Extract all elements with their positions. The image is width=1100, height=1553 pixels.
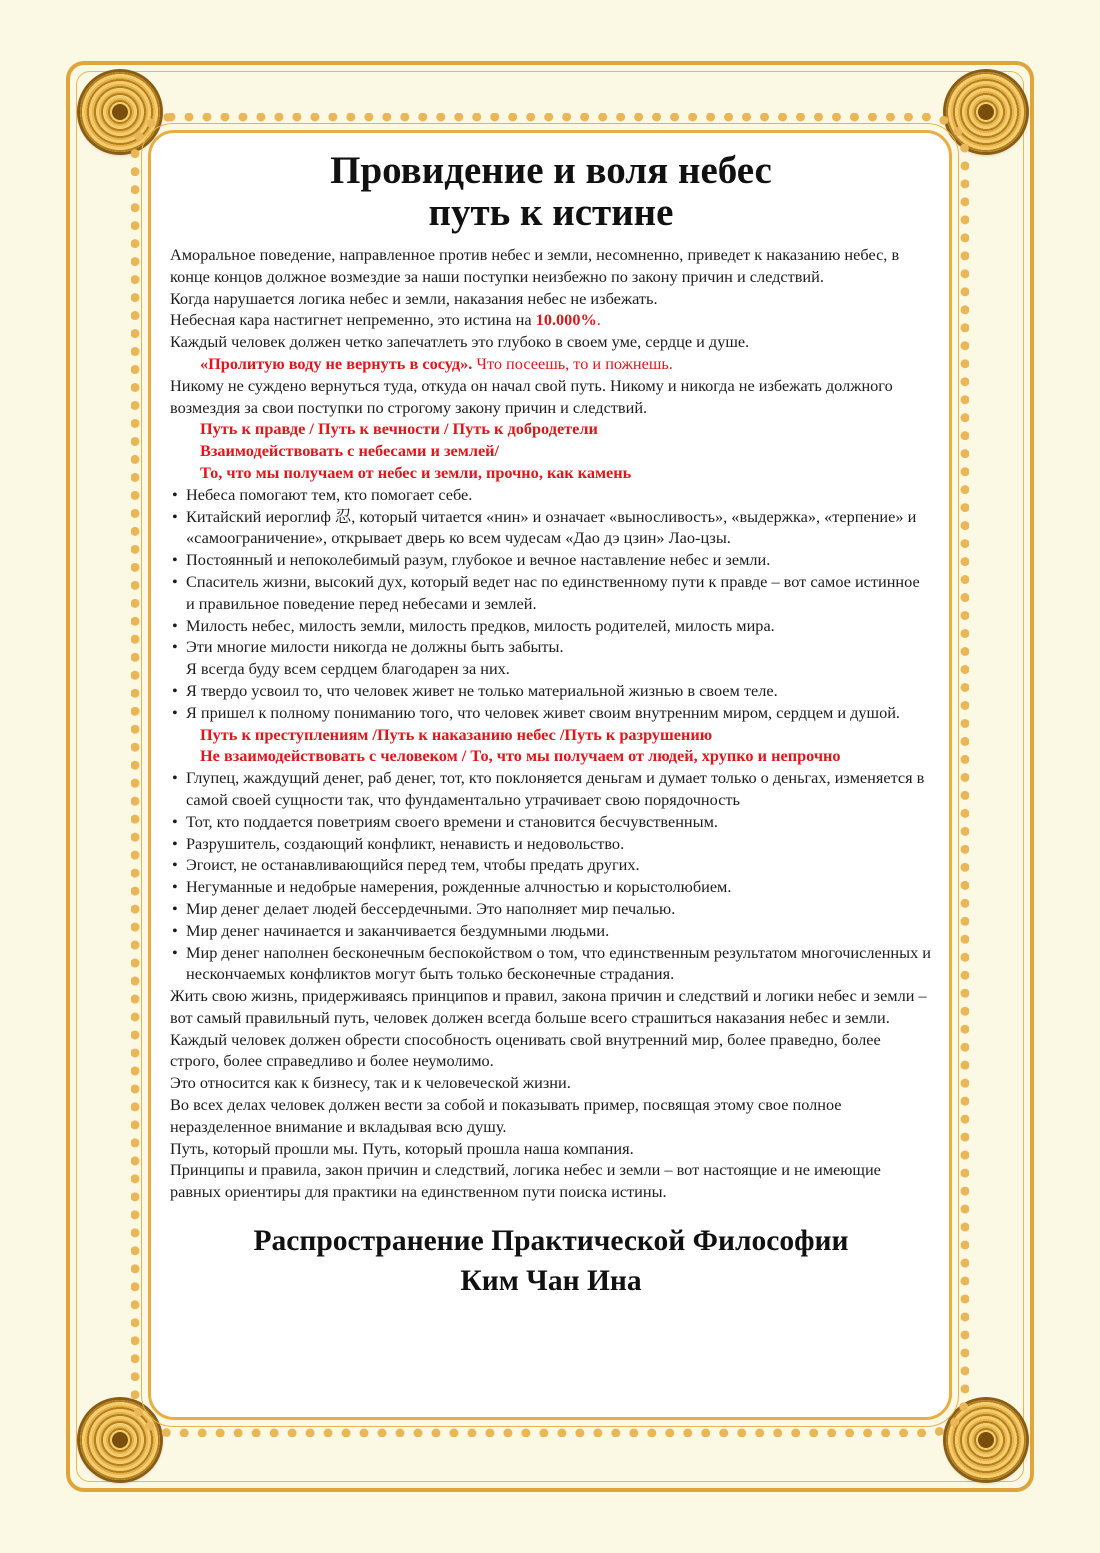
certainty-percent: 10.000% (535, 310, 597, 330)
intro-paragraph: Аморальное поведение, направленное против небес и земли, несомненно, приведет к наказанию небес, в конце концов должное возмездие за наши поступки неизбежно по закону причин и следствий. (170, 245, 900, 286)
closing-paragraph: Каждый человек должен обрести способность оценивать свой внутренний мир, более праведно, более строго, более справедливо и более неумолимо. (170, 1029, 881, 1071)
list-item: • Постоянный и непоколебимый разум, глубокое и вечное наставление небес и земли. (170, 549, 932, 571)
list-item: • Мир денег делает людей бессердечными. Это наполняет мир печалью. (170, 898, 932, 920)
footer-line: Распространение Практической Философии (253, 1225, 849, 1258)
good-path-heading: То, что мы получаем от небес и земли, прочно, как камень (200, 462, 632, 482)
closing-paragraph: Принципы и правила, закон причин и следствий, логика небес и земли – вот настоящие и не имеющие равных ориентиры для практики на единственном пути поиска истины. (170, 1160, 881, 1202)
list-item: • Эти многие милости никогда не должны быть забыты. (170, 636, 932, 658)
list-item: • Эгоист, не останавливающийся перед тем, чтобы предать других. (170, 854, 932, 876)
list-item: • Мир денег наполнен бесконечным беспокойством о том, что единственным результатом многочисленных и нескончаемых конфликтов могут быть только бесконечные страдания. (170, 942, 932, 986)
certainty-line (170, 309, 932, 331)
list-item: • Глупец, жаждущий денег, раб денег, тот, кто поклоняется деньгам и думает только о деньгах, изменяется в самой своей сущности так, что фундаментально утрачивает свою порядочность (170, 767, 932, 811)
title-line: путь к истине (428, 191, 674, 234)
list-item: • Спаситель жизни, высокий дух, который ведет нас по единственному пути к правде – вот самое истинное и правильное поведение перед небесами и землей. (170, 571, 932, 615)
page-title (170, 150, 932, 234)
certainty-text: Небесная кара настигнет непременно, это истина на (170, 310, 536, 330)
proverb-bold: «Пролитую воду не вернуть в сосуд». (200, 353, 473, 373)
certainty-period: . (596, 310, 601, 330)
bad-path-heading: Не взаимодействовать с человеком / То, что мы получаем от людей, хрупко и непрочно (200, 746, 841, 766)
closing-paragraph: Путь, который прошли мы. Путь, который прошла наша компания. (170, 1138, 634, 1158)
closing-paragraph: Во всех делах человек должен вести за собой и показывать пример, посвящая этому свое полное неразделенное внимание и вкладывая всю душу. (170, 1095, 842, 1136)
list-item: • Разрушитель, создающий конфликт, ненависть и недовольство. (170, 833, 932, 855)
list-item: • Китайский иероглиф 忍, который читается «нин» и означает «выносливость», «выдержка», «терпение» и «самоограничение», открывает дверь ко всем чудесам «Дао дэ цзин» Лао-цзы. (170, 506, 932, 550)
no-return-paragraph: Никому не суждено вернуться туда, откуда он начал свой путь. Никому и никогда не избежать должного возмездия за свои поступки по строгому закону причин и следствий. (170, 375, 893, 417)
grateful-line: Я всегда буду всем сердцем благодарен за них. (186, 659, 510, 679)
list-item: • Тот, кто поддается поветриям своего времени и становится бесчувственным. (170, 811, 932, 833)
document-body (170, 150, 932, 1301)
good-path-heading: Путь к правде / Путь к вечности / Путь к добродетели (200, 419, 598, 439)
list-item: • Я твердо усвоил то, что человек живет не только материальной жизнью в своем теле. (170, 680, 932, 702)
closing-paragraph: Это относится как к бизнесу, так и к человеческой жизни. (170, 1073, 571, 1093)
intro-paragraph: Когда нарушается логика небес и земли, наказания небес не избежать. (170, 288, 658, 308)
list-item: • Негуманные и недобрые намерения, рожденные алчностью и корыстолюбием. (170, 876, 932, 898)
good-path-heading: Взаимодействовать с небесами и землей/ (200, 441, 500, 461)
proverb-normal: Что посеешь, то и пожнешь. (472, 353, 673, 373)
bad-path-list (170, 767, 932, 985)
good-path-list-2 (170, 680, 932, 724)
proverb-line (170, 353, 932, 375)
list-item: • Небеса помогают тем, кто помогает себе. (170, 484, 932, 506)
title-line: Провидение и воля небес (330, 149, 772, 192)
list-item: • Я пришел к полному пониманию того, что человек живет своим внутренним миром, сердцем и душой. (170, 702, 932, 724)
bad-path-heading: Путь к преступлениям /Путь к наказанию небес /Путь к разрушению (200, 724, 713, 744)
footer-line: Ким Чан Ина (460, 1265, 642, 1298)
good-path-list (170, 484, 932, 658)
closing-paragraph: Жить свою жизнь, придерживаясь принципов и правил, закона причин и следствий и логики небес и земли – вот самый правильный путь, человек должен всегда больше всего страшиться наказания небес и земли. (170, 986, 927, 1027)
imprint-line: Каждый человек должен четко запечатлеть это глубоко в своем уме, сердце и душе. (170, 332, 750, 352)
list-item: • Мир денег начинается и заканчивается бездумными людьми. (170, 920, 932, 942)
list-item: • Милость небес, милость земли, милость предков, милость родителей, милость мира. (170, 615, 932, 637)
footer-signature (170, 1221, 932, 1301)
